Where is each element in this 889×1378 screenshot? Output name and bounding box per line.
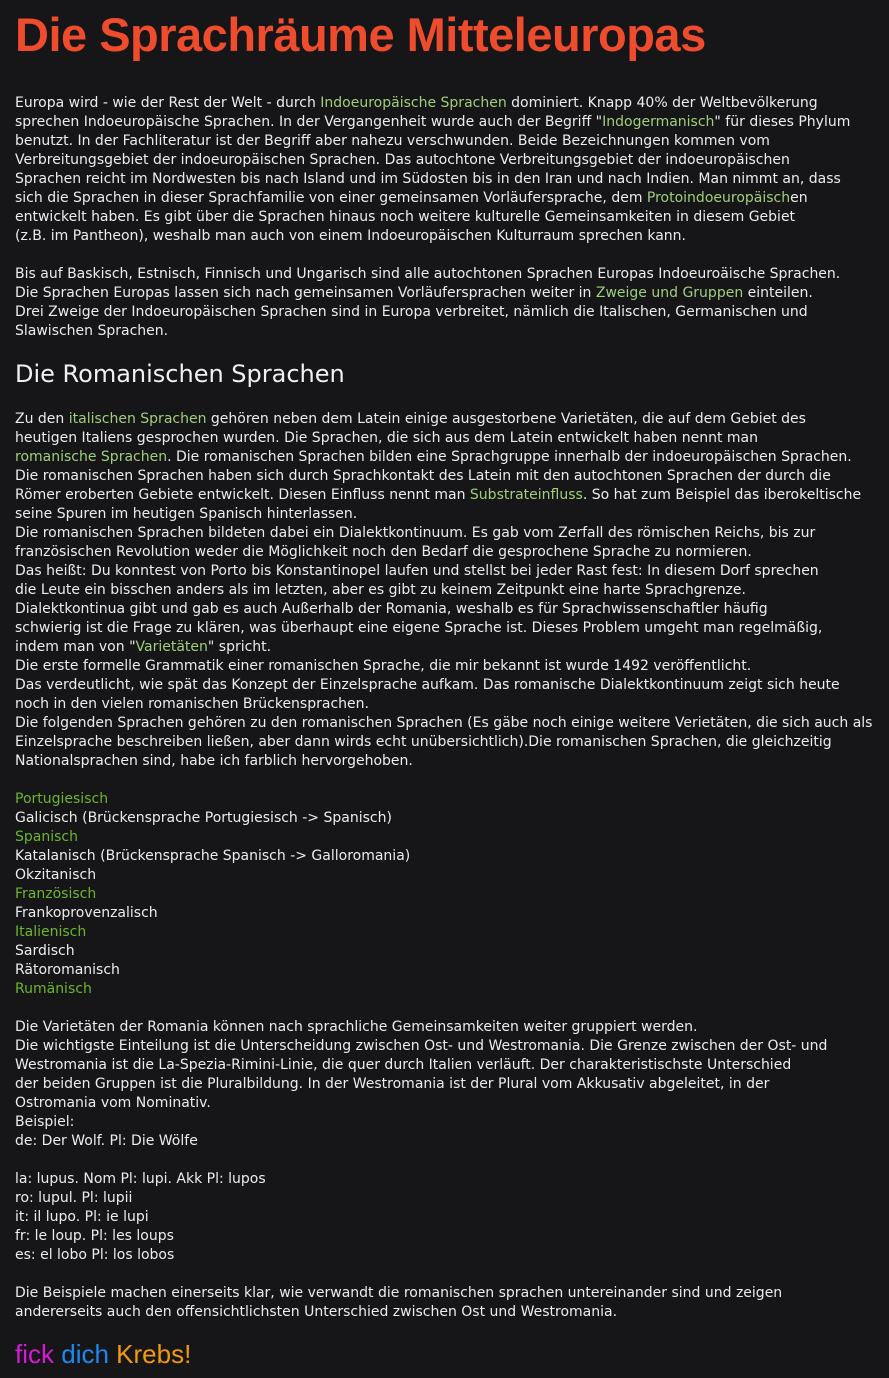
text-segment: seine Spuren im heutigen Spanisch hinterlassen. [15, 506, 358, 522]
inline-link[interactable]: Protoindoeuropäisch [646, 190, 791, 206]
text-line [15, 1284, 885, 1303]
text-line [15, 543, 885, 562]
text-line [15, 94, 885, 113]
footer-text [15, 1338, 191, 1370]
text-segment: fr: le loup. Pl: les loups [15, 1228, 174, 1244]
text-line [15, 562, 885, 581]
text-line [15, 904, 885, 923]
footer-word-2: dich [61, 1339, 109, 1369]
text-segment: Dialektkontinua gibt und gab es auch Außerhalb der Romania, weshalb es für Sprachwissenschaftler häufig [15, 601, 768, 617]
text-line [15, 1075, 885, 1094]
blank-line [15, 1151, 885, 1170]
text-segment: entwickelt haben. Es gibt über die Sprachen hinaus noch weitere kulturelle Gemeinsamkeiten in diesem Gebiet [15, 209, 796, 225]
text-segment: it: il lupo. Pl: ie lupi [15, 1209, 149, 1225]
text-segment: noch in den vielen romanischen Brückensprachen. [15, 696, 369, 712]
text-segment: la: lupus. Nom Pl: lupi. Akk Pl: lupos [15, 1171, 266, 1187]
inline-link[interactable]: Indoeuropäische Sprachen [320, 95, 507, 111]
text-line [15, 524, 885, 543]
text-line [15, 1056, 885, 1075]
text-segment: Die romanischen Sprachen bildeten dabei ein Dialektkontinuum. Es gab vom Zerfall des römischen Reichs, bis zur [15, 525, 816, 541]
text-segment: Slawischen Sprachen. [15, 323, 169, 339]
text-segment: Beispiel: [15, 1114, 75, 1130]
text-line [15, 303, 885, 322]
text-segment: (z.B. im Pantheon), weshalb man auch von einem Indoeuropäischen Kulturraum sprechen kann. [15, 228, 686, 244]
text-segment: Katalanisch (Brückensprache Spanisch -> Galloromania) [15, 848, 411, 864]
text-segment: en [790, 190, 808, 206]
text-line [15, 923, 885, 942]
text-segment: Römer eroberten Gebiete entwickelt. Diesen Einfluss nennt man [15, 487, 470, 503]
text-segment: Die romanischen Sprachen haben sich durch Sprachkontakt des Latein mit den autochtonen Sprachen der durch die [15, 468, 831, 484]
text-segment: Nationalsprachen sind, habe ich farblich hervorgehoben. [15, 753, 413, 769]
text-line [15, 429, 885, 448]
text-segment: Die Varietäten der Romania können nach sprachliche Gemeinsamkeiten weiter gruppiert werden. [15, 1019, 698, 1035]
text-line [15, 1170, 885, 1189]
blank-line [15, 1265, 885, 1284]
blank-line [15, 246, 885, 265]
text-line [15, 1113, 885, 1132]
inline-link[interactable]: Varietäten [135, 639, 208, 655]
text-line [15, 695, 885, 714]
text-segment: " spricht. [207, 639, 272, 655]
section-heading-romanische-sprachen: Die Romanischen Sprachen [15, 360, 345, 388]
text-segment: einteilen. [743, 285, 813, 301]
national-language-item: Spanisch [15, 829, 78, 845]
text-line [15, 1094, 885, 1113]
text-segment: Drei Zweige der Indoeuropäischen Sprachen sind in Europa verbreitet, nämlich die Italischen, Germanischen und [15, 304, 808, 320]
text-segment: dominiert. Knapp 40% der Weltbevölkerung [506, 95, 818, 111]
text-segment: Die Sprachen Europas lassen sich nach gemeinsamen Vorläufersprachen weiter in [15, 285, 596, 301]
text-line [15, 866, 885, 885]
text-line [15, 170, 885, 189]
national-language-item: Italienisch [15, 924, 87, 940]
blank-line [15, 771, 885, 790]
text-segment: ro: lupul. Pl: lupii [15, 1190, 133, 1206]
text-segment: heutigen Italiens gesprochen wurden. Die Sprachen, die sich aus dem Latein entwickelt haben nennt man [15, 430, 758, 446]
text-line [15, 1227, 885, 1246]
text-segment: gehören neben dem Latein einige ausgestorbene Varietäten, die auf dem Gebiet des [206, 411, 806, 427]
text-segment: der beiden Gruppen ist die Pluralbildung. In der Westromania ist der Plural vom Akkusativ abgeleitet, in der [15, 1076, 770, 1092]
intro-text [15, 94, 885, 341]
text-line [15, 284, 885, 303]
text-segment: de: Der Wolf. Pl: Die Wölfe [15, 1133, 198, 1149]
text-segment: Westromania ist die La-Spezia-Rimini-Linie, die quer durch Italien verläuft. Der charakteristischste Unterschied [15, 1057, 792, 1073]
text-line [15, 790, 885, 809]
text-segment: Sardisch [15, 943, 75, 959]
text-segment: Die folgenden Sprachen gehören zu den romanischen Sprachen (Es gäbe noch einige weitere Verietäten, die sich auch als [15, 715, 873, 731]
footer-word-1: fick [15, 1339, 54, 1369]
blank-line [15, 999, 885, 1018]
text-segment: Zu den [15, 411, 69, 427]
text-line [15, 208, 885, 227]
text-segment: Das heißt: Du konntest von Porto bis Konstantinopel laufen und stellst bei jeder Rast fest: In diesem Dorf sprechen [15, 563, 819, 579]
national-language-item: Portugiesisch [15, 791, 109, 807]
text-line [15, 638, 885, 657]
text-line [15, 1018, 885, 1037]
inline-link[interactable]: Substrateinfluss [469, 487, 583, 503]
text-line [15, 322, 885, 341]
text-segment: Bis auf Baskisch, Estnisch, Finnisch und Ungarisch sind alle autochtonen Sprachen Europas Indoeuroäische Sprachen. [15, 266, 841, 282]
text-segment: . So hat zum Beispiel das iberokeltische [582, 487, 862, 503]
text-segment: Rätoromanisch [15, 962, 120, 978]
text-line [15, 1037, 885, 1056]
text-line [15, 1208, 885, 1227]
text-line [15, 132, 885, 151]
text-line [15, 1246, 885, 1265]
text-segment: Ostromania vom Nominativ. [15, 1095, 211, 1111]
text-line [15, 809, 885, 828]
text-segment: Die wichtigste Einteilung ist die Unterscheidung zwischen Ost- und Westromania. Die Grenze zwischen der Ost- und [15, 1038, 828, 1054]
text-line [15, 410, 885, 429]
text-segment: französischen Revolution weder die Möglichkeit noch den Bedarf die gesprochene Sprache zu normieren. [15, 544, 752, 560]
text-line [15, 714, 885, 733]
text-line [15, 227, 885, 246]
text-line [15, 1132, 885, 1151]
text-segment: " für dieses Phylum [714, 114, 851, 130]
national-language-item: Rumänisch [15, 981, 92, 997]
text-line [15, 961, 885, 980]
text-line [15, 505, 885, 524]
text-segment: Frankoprovenzalisch [15, 905, 158, 921]
text-line [15, 467, 885, 486]
text-segment: die Leute ein bisschen anders als im letzten, aber es gibt zu keinem Zeitpunkt eine harte Sprachgrenze. [15, 582, 746, 598]
text-segment: Einzelsprache beschreiben ließen, aber dann wirds echt unübersichtlich).Die romanischen Sprachen, die gleichzeitig [15, 734, 832, 750]
text-segment: Verbreitungsgebiet der indoeuropäischen Sprachen. Das autochtone Verbreitungsgebiet der indoeuropäischen [15, 152, 790, 168]
text-line [15, 676, 885, 695]
text-line [15, 265, 885, 284]
text-line [15, 885, 885, 904]
romance-languages-text [15, 410, 885, 1322]
text-line [15, 486, 885, 505]
text-segment: es: el lobo Pl: los lobos [15, 1247, 175, 1263]
text-segment: indem man von " [15, 639, 136, 655]
text-line [15, 600, 885, 619]
text-line [15, 733, 885, 752]
text-segment: Europa wird - wie der Rest der Welt - durch [15, 95, 321, 111]
inline-link[interactable]: Indogermanisch [602, 114, 715, 130]
text-line [15, 980, 885, 999]
text-segment: Sprachen reicht im Nordwesten bis nach Island und im Südosten bis in den Iran und nach Indien. Man nimmt an, dass [15, 171, 841, 187]
text-segment: schwierig ist die Frage zu klären, was überhaupt eine eigene Sprache ist. Dieses Problem umgeht man regelmäßig, [15, 620, 823, 636]
footer-word-3: Krebs! [116, 1339, 192, 1369]
text-segment: andererseits auch den offensichtlichsten Unterschied zwischen Ost und Westromania. [15, 1304, 618, 1320]
text-segment: sprechen Indoeuropäische Sprachen. In der Vergangenheit wurde auch der Begriff " [15, 114, 603, 130]
text-segment: Die erste formelle Grammatik einer romanischen Sprache, die mir bekannt ist wurde 1492 veröffentlicht. [15, 658, 752, 674]
inline-link[interactable]: italischen Sprachen [68, 411, 207, 427]
text-segment: Galicisch (Brückensprache Portugiesisch -> Spanisch) [15, 810, 392, 826]
text-line [15, 113, 885, 132]
national-language-item: Französisch [15, 886, 97, 902]
text-line [15, 942, 885, 961]
text-line [15, 828, 885, 847]
inline-link[interactable]: Zweige und Gruppen [595, 285, 744, 301]
inline-link[interactable]: romanische Sprachen [15, 449, 168, 465]
text-segment: sich die Sprachen in dieser Sprachfamilie von einer gemeinsamen Vorläufersprache, dem [15, 190, 647, 206]
page-title: Die Sprachräume Mitteleuropas [15, 8, 706, 61]
text-line [15, 752, 885, 771]
text-line [15, 189, 885, 208]
text-line [15, 619, 885, 638]
text-segment: Okzitanisch [15, 867, 97, 883]
text-segment: benutzt. In der Fachliteratur ist der Begriff aber nahezu verschwunden. Beide Bezeichnungen kommen vom [15, 133, 770, 149]
text-segment: Das verdeutlicht, wie spät das Konzept der Einzelsprache aufkam. Das romanische Dialektkontinuum zeigt sich heute [15, 677, 840, 693]
text-line [15, 1303, 885, 1322]
text-line [15, 847, 885, 866]
text-line [15, 657, 885, 676]
text-line [15, 581, 885, 600]
text-segment: Die Beispiele machen einerseits klar, wie verwandt die romanischen sprachen untereinander sind und zeigen [15, 1285, 783, 1301]
text-line [15, 448, 885, 467]
text-line [15, 1189, 885, 1208]
text-line [15, 151, 885, 170]
text-segment: . Die romanischen Sprachen bilden eine Sprachgruppe innerhalb der indoeuropäischen Sprachen. [167, 449, 852, 465]
